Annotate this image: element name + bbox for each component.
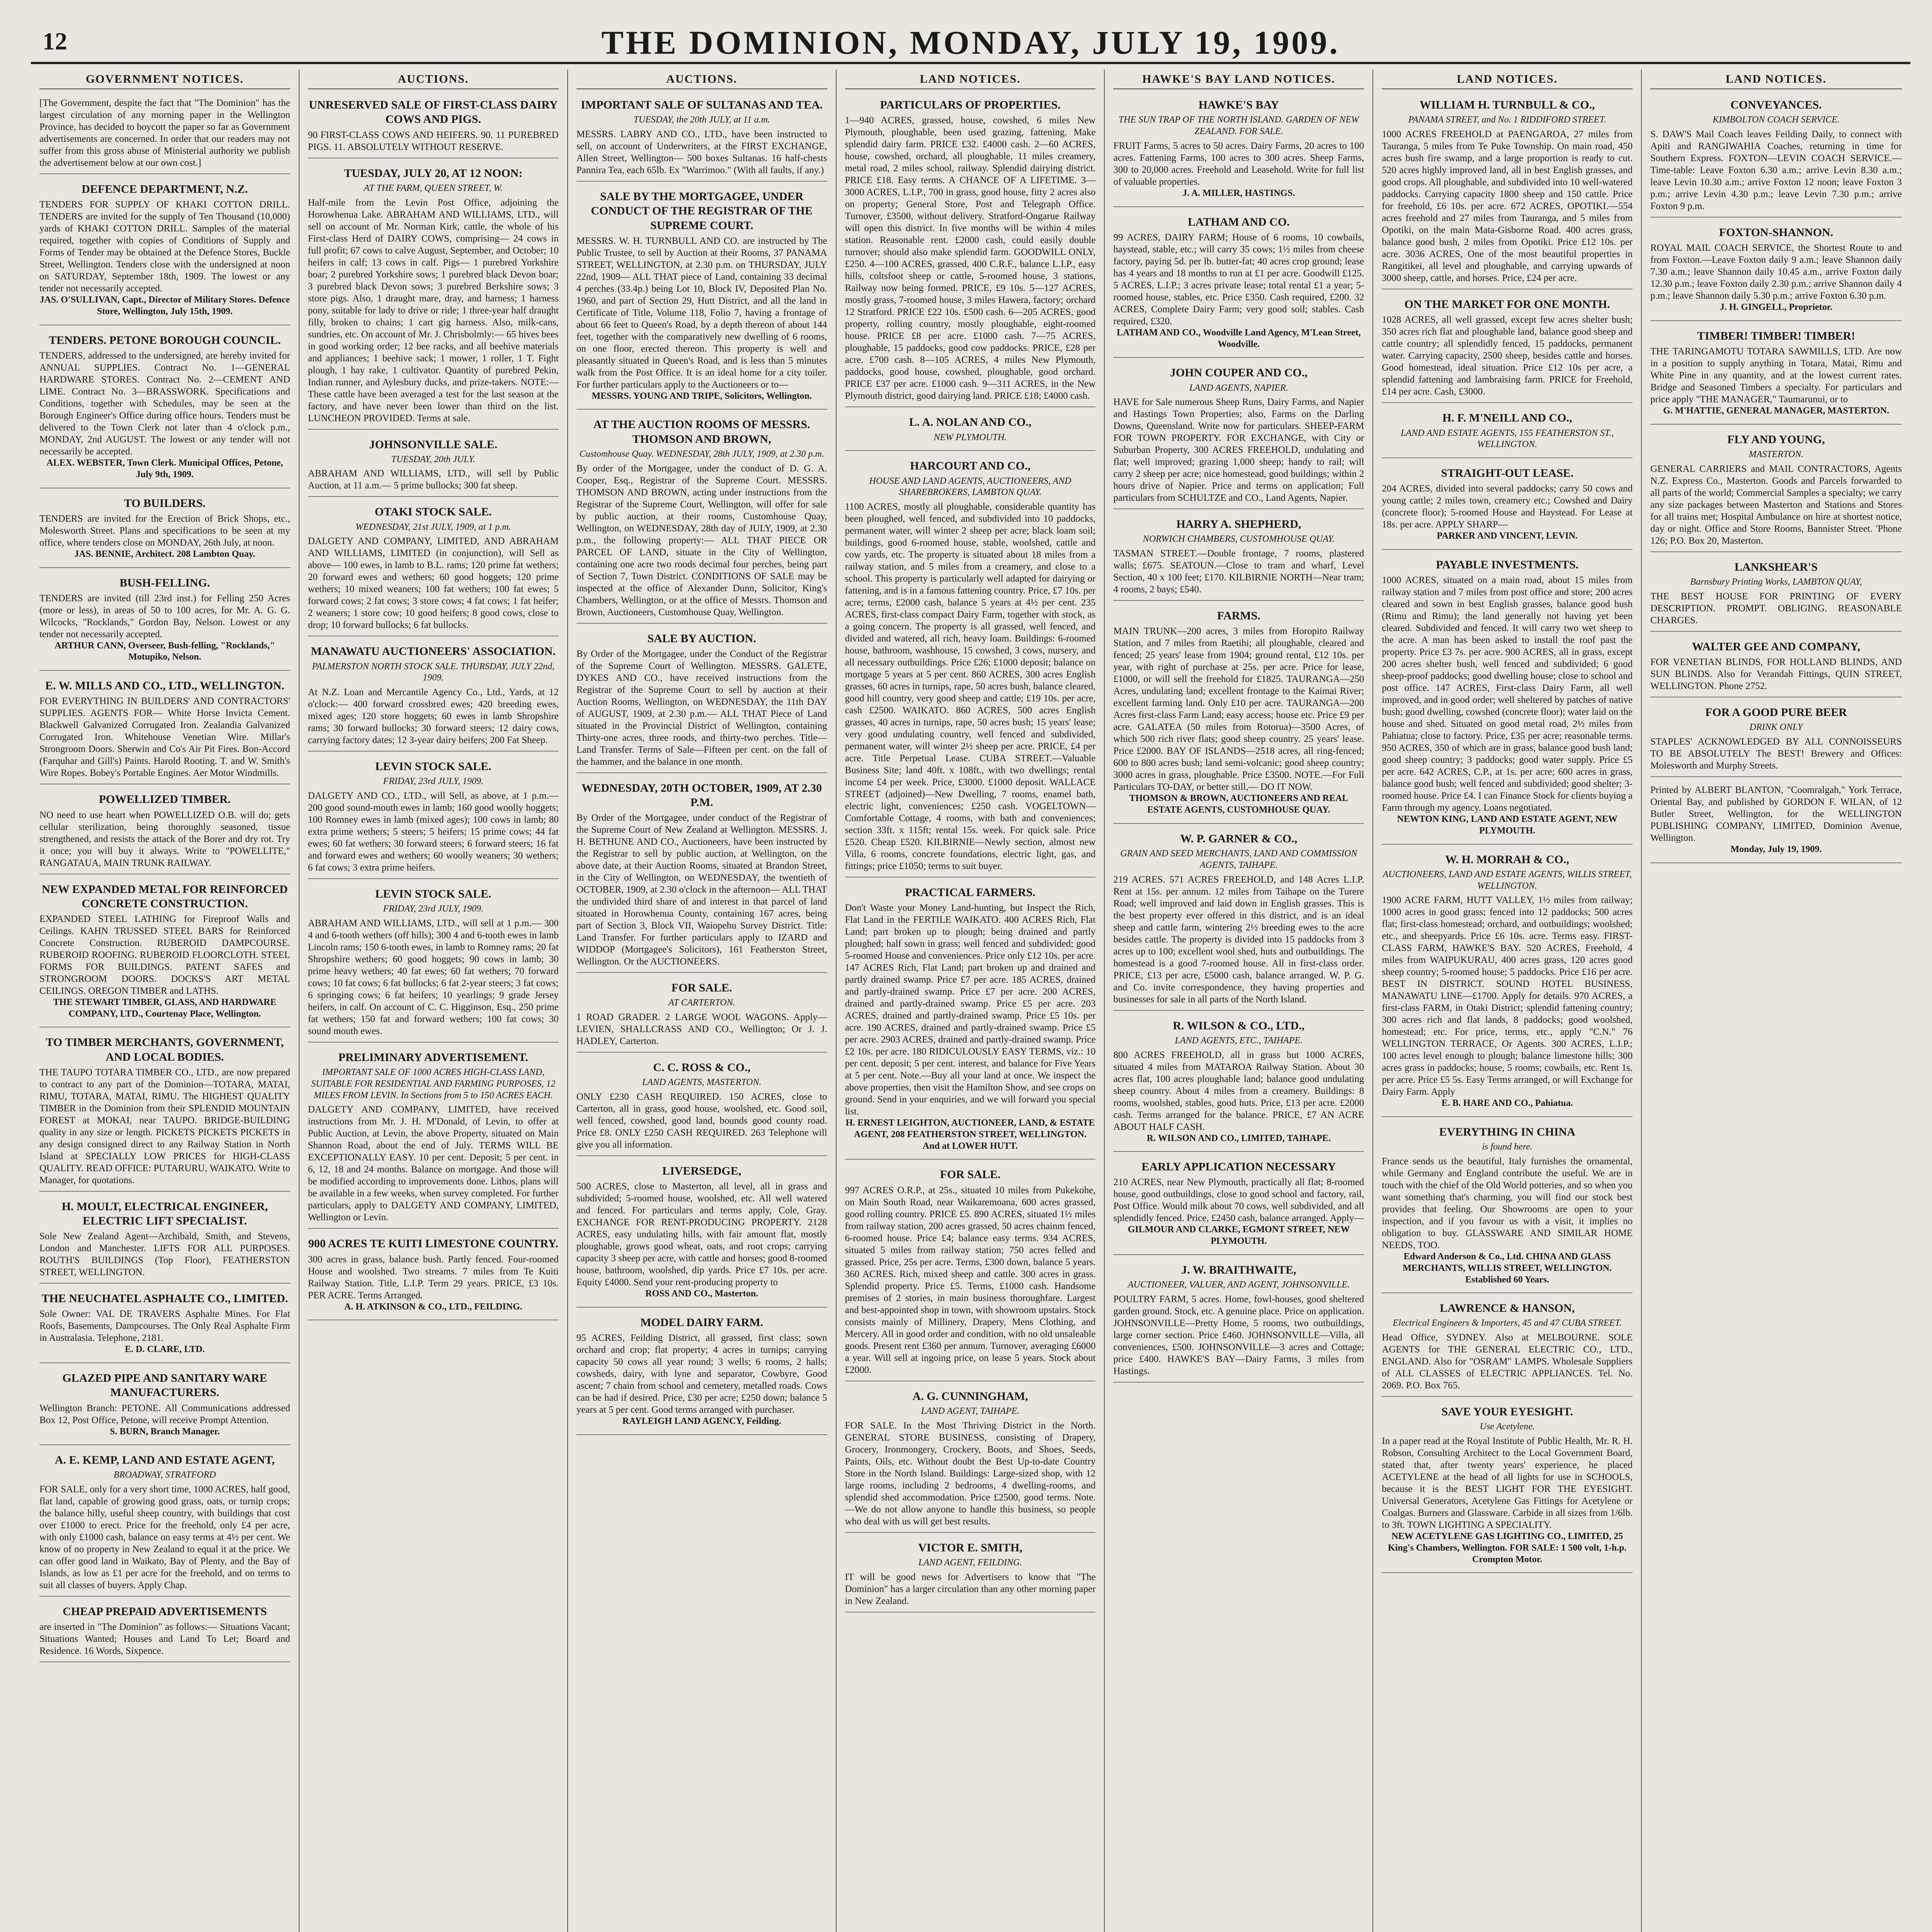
ad-heading: OTAKI STOCK SALE. [374,505,492,519]
ad-signature: ROSS AND CO., Masterton. [645,1289,759,1299]
ad-body: MAIN TRUNK—200 acres, 3 miles from Horopito Railway Station, and 7 miles from Raetihi; all ploughable, cleared and fenced; 25 years' lease from 1904; ground rental, £12 10s. per year, with right of purchase at 25s. per acre. Price for lease, £1000, or will sell the freehold for £1825. TAURANGA—250 Acres, undulating land; excellent frontage to the Kaimai River; excellent farming land. Only £10 per acre. TAURANGA—200 Acres first-class Farm Land; easy access; house etc. Price £9 per acre. GALATEA (50 miles from Rotorua)—3500 Acres, of which 500 rich river flats; good sheep country. 25 years' lease. Price £2000. BAY OF ISLANDS—2518 acres, all ring-fenced; 600 to 800 acres bush; land semi-volcanic; good sheep country; 3000 acres in grass, ploughable. Price £3500. NOTE.—For Full Particulars TO-DAY, or better still,— DO IT NOW. [1113,626,1364,793]
ad-signature: JAS. O'SULLIVAN, Capt., Director of Military Stores. Defence Store, Wellington, July 15th, 1909. [39,295,290,317]
advertisement [1382,293,1633,403]
column-grid [31,70,1910,1932]
ad-body: In a paper read at the Royal Institute of Public Health, Mr. R. H. Robson, Consulting Architect to the Local Government Board, stated that, after twenty years' experience, he placed ACETYLENE at the head of all lights for use in SCHOOLS, because it is the BEST LIGHT FOR THE EYESIGHT. Universal Generators, Acetylene Gas Fittings for Acetylene or Coalgas. Burners and Glassware. Carbide in all sizes from 1/6lb. to 3ft. TOWN LIGHTING A SPECIALITY. [1382,1436,1633,1531]
advertisement [308,755,559,879]
ad-signature: THE STEWART TIMBER, GLASS, AND HARDWARE COMPANY, LTD., Courtenay Place, Wellington. [53,997,277,1019]
ad-signature: NEWTON KING, LAND AND ESTATE AGENT, NEW PLYMOUTH. [1397,814,1617,836]
ad-signature: JAS. BENNIE, Architect. 208 Lambton Quay. [74,549,255,559]
ad-heading: TUESDAY, JULY 20, AT 12 NOON: [344,167,523,180]
ad-heading: AT THE AUCTION ROOMS OF MESSRS. THOMSON AND BROWN, [593,418,810,446]
ad-body: STAPLES' ACKNOWLEDGED BY ALL CONNOISSEURS TO BE ABSOLUTELY The BEST! Brewery and Offices: Molesworth and Murphy Streets. [1650,736,1902,771]
column-6 [1373,70,1642,1932]
ad-subheading: LAND AGENTS, NAPIER. [1189,383,1288,393]
advertisement [308,1232,559,1320]
ad-subheading: FRIDAY, 23rd JULY, 1909. [383,904,484,914]
ad-heading: ON THE MARKET FOR ONE MONTH. [1404,298,1610,311]
column-1 [31,70,299,1932]
advertisement [308,1046,559,1229]
ad-heading: IMPORTANT SALE OF SULTANAS AND TEA. [580,99,823,112]
ad-subheading: Electrical Engineers & Importers, 45 and 47 CUBA STREET. [1393,1318,1622,1328]
advertisement [39,177,290,325]
ad-body: 99 ACRES, DAIRY FARM; House of 6 rooms, 10 cowbails, haystead, stable, etc.; will carry 35 cows; 1½ miles from cheese factory, paying 5d. per lb. butter-fat; 40 acres crop ground; lease has 4 years and 18 months to run at £1 per acre. Goodwill £125. 5 ACRES, L.I.P.; 3 acres private lease; total rental £1 a year; 5-roomed house, stables, etc. Price £350. Cash required, £200. 32 ACRES, Complete Dairy Farm; very good soil; stables. Cash required, £320. [1113,232,1364,327]
ad-body: THE TAUPO TOTARA TIMBER CO., LTD., are now prepared to contract to any part of the Dominion—TOTARA, MATAI, RIMU, TOTARA, MATAI, RIMU. The HIGHEST QUALITY TIMBER in the Dominion from their SPLENDID MOUNTAIN FOREST at MOKAI, near TAUPO. BRIDGE-BUILDING quality in any size or length. PICKETS PICKETS PICKETS in any design consigned direct to any Railway Station in North Island at SPECIALLY LOW PRICES for HIGH-CLASS QUALITY. READ OFFICE: PUTARURU, WAIKATO. Write to Manager, for quotations. [39,1067,290,1185]
advertisement [39,571,290,671]
ad-heading: SAVE YOUR EYESIGHT. [1441,1405,1573,1418]
advertisement [1382,461,1633,550]
ad-body: POULTRY FARM, 5 acres. Home, fowl-houses, good sheltered garden ground. Stock, etc. A genuine place. Price on application. JOHNSONVILLE—Pretty Home, 5 rooms, two outbuildings, large corner section. Price £460. JOHNSONVILLE—Villa, all conveniences, £500. JOHNSONVILLE—3 acres and Cottage; price £400. HAWKE'S BAY—Dairy Farms, 3 miles from Hastings. [1113,1294,1364,1376]
ad-body: DALGETY AND COMPANY, LIMITED, AND ABRAHAM AND WILLIAMS, LIMITED (in conjunction), will Sell as above— 100 ewes, in lamb to B.L. rams; 120 prime fat wethers; 20 forward ewes and wethers; 60 good hoggets; 120 prime wethers; 10 mixed weaners; 100 fat wethers; 100 fat ewes; 5 forward cows; 2 fat cows; 3 store cows; 4 fat cows; 1 fat heifer; 2 weaners; 1 store cow; 10 good heifers; 8 good cows, close to drop; 10 forward bullocks; 6 fat bullocks. [308,536,559,631]
ad-body: Don't Waste your Money Land-hunting, but Inspect the Rich, Flat Land in the FERTILE WAIKATO. 400 ACRES Rich, Flat Land; part broken up to plough; being drained and partly ploughed; half sown in grass; well fenced and subdivided; good 5-roomed House and conveniences. Price only £12 10s. per acre. 147 ACRES Rich, Flat Land; part broken up and drained and partly drained swamp. Price £7 per acre. 185 ACRES, drained and partly-drained swamp. Price £7 per acre. 200 ACRES, drained and partly-drained swamp. Price £5 per acre. 203 ACRES, drained and partly-drained swamp. Price £5 10s. per acre. 190 ACRES, drained and partly-drained swamp. Price £5 per acre. 2903 ACRES, drained and partly-drained swamp. Price £2 10s. per acre. 180 RIDICULOUSLY EASY TERMS, viz.: 10 per cent. deposit; 5 per cent. interest, and balance for Five Years at 5 per cent. Note.—Buy all your land at once. We inspect the above properties, then visit the Hamilton Show, and see crops on ground. Send in your enquiries, and we will forward you special list. [845,903,1096,1117]
ad-subheading: is found here. [1482,1142,1532,1152]
advertisement [39,1287,290,1363]
advertisement [1650,701,1902,777]
advertisement [1113,210,1364,358]
ad-heading: PRELIMINARY ADVERTISEMENT. [338,1051,528,1064]
ad-heading: CONVEYANCES. [1730,99,1822,112]
advertisement [1382,1400,1633,1573]
column-heading: LAND NOTICES. [1382,70,1633,89]
ad-body: 997 ACRES O.R.P., at 25s., situated 10 miles from Pukekohe, on Main South Road, near Waikaremoana, 600 acres grassed, good rolling country. PRICE £5. 890 ACRES, situated 1½ miles from railway station, 200 acres grassed, 50 acres chainm fenced, 6-roomed house. Price £4; balance easy terms. 934 ACRES, situated 5 miles from railway station; 750 acres felled and grassed. Price, 25s per acre. Terms, £300 down, balance 5 years. 360 ACRES. Rich, mixed sheep and cattle. 300 acres in grass. Splendid property. Price £5. Terms, £1000 cash. Handsome premises of 2 stories, in main business thoroughfare. Largest and best-appointed shop in town, with showroom upstairs. Stock consists mainly of Millinery, Drapery, Mens Clothing, and Mercery. All in good order and condition, with no old unsaleable goods. Present rent £360 per annum. Turnover, averaging £6000 a year. Will sell at ingoing price, on lease 5 years. Stock about £2000. [845,1185,1096,1375]
ad-heading: CHEAP PREPAID ADVERTISEMENTS [63,1605,267,1618]
ad-subheading: GRAIN AND SEED MERCHANTS, LAND AND COMMISSION AGENTS, TAIHAPE. [1120,849,1357,870]
ad-subheading: THE SUN TRAP OF THE NORTH ISLAND. GARDEN OF NEW ZEALAND. FOR SALE. [1118,115,1359,137]
advertisement [1650,780,1902,863]
advertisement [1382,406,1633,458]
ad-heading: NEW EXPANDED METAL FOR REINFORCED CONCRETE CONSTRUCTION. [42,883,288,910]
advertisement [1650,93,1902,218]
ad-signature: ARTHUR CANN, Overseer, Bush-felling, "Rocklands," Motupiko, Nelson. [54,640,275,662]
ad-signature: G. M'HATTIE, GENERAL MANAGER, MASTERTON. [1663,406,1889,416]
ad-body: HAVE for Sale numerous Sheep Runs, Dairy Farms, and Napier and Hastings Town Properties; also, Farms on the Darling Downs, Queensland. Write now for particulars. SHEEP-FARM FOR TOWN PROPERTY. FOR EXCHANGE, with City or Suburban Property, 300 ACRES FREEHOLD, undulating and flat; well improved; grazing 1,000 sheep; handy to rail; will carry 2 sheep per acre; nice homestead, good buildings; within 2 hours drive of Napier. Price and terms on application; Full particulars from SCHULTZE and CO., Land Agents, Napier. [1113,397,1364,503]
ad-body: 1100 ACRES, mostly all ploughable, considerable quantity has been ploughed, well fenced, and subdivided into 10 paddocks, permanent water, will winter 2 sheep per acre; black loam soil; buildings, good 6-roomed house, stable, woolshed, cattle and cow yards, etc. The property is situated about 18 miles from a railway station, and 5 miles from a creamery, and close to a school. This property is particularly well adapted for dairying or fattening, and is in a famous fattening country. Price, £7 10s. per acre; terms, £2000 cash, balance 5 years at 4½ per cent. 235 ACRES, first-class compact Dairy Farm, together with stock, as a going concern. The property is all grassed, well fenced, and divided and watered, all rich, heavy loam. Buildings: 6-roomed house, bathroom, washhouse, 15 cowshed, 3 cows, nursery, and all necessary outbuildings. Price £26; £1000 deposit; balance on mortgage 5 years at 5 per cent. 860 ACRES, 300 acres English grasses, 60 acres in turnips, rape, 50 acres bush, balance cleared, good hill country, very good sheep and cattle; £19 10s. per acre, cash £2500. WAIKATO. 860 ACRES, 500 acres English grasses, 40 acres in turnips, rape, 50 acres bush; 15 years' lease; very good undulating country, well fenced and subdivided, permanent water, will winter 2½ sheep per acre. PRICE, £4 per acre. Title Perpetual Lease. CUBA STREET.—Valuable Business Site; land 40ft. x 108ft., with two dwellings; rental income £4 per week. Price, £3000. £1000 deposit. WALLACE STREET (adjoined)—New Dwelling, 7 rooms, enamel bath, electric light, conveniences; £250 cash. VOGELTOWN—Comfortable Cottage, 4 rooms, with bath and conveniences; section 33ft. x 115ft; rental 15s. week. For quick sale. Price £520. Cheap £520. KILBIRNIE—Newly section, almost new Villa, 6 rooms, concrete foundations, electric light, gas, and fittings; price £1050; terms to suit buyer. [845,502,1096,871]
ad-body: ABRAHAM AND WILLIAMS, LTD., will sell by Public Auction, at 11 a.m.— 5 prime bullocks; 300 fat sheep. [308,468,559,491]
ad-subheading: PALMERSTON NORTH STOCK SALE. THURSDAY, JULY 22nd, 1909. [312,661,554,683]
ad-subheading: NORWICH CHAMBERS, CUSTOMHOUSE QUAY. [1143,534,1335,544]
ad-body: 1028 ACRES, all well grassed, except few acres shelter bush; 350 acres rich flat and ploughable land, balance good sheep and cattle country; all splendidly fenced, 15 paddocks, permanent water. Carrying capacity, 2500 sheep, besides cattle and horses. Good homestead, ideal situation. Price £12 10s per acre, a splendid fattening and lambraising farm. PRICE for Freehold, £14 per acre. Cash, £3000. [1382,315,1633,397]
ad-subheading: NEW PLYMOUTH. [934,432,1007,442]
ad-heading: THE NEUCHATEL ASPHALTE CO., LIMITED. [41,1292,288,1305]
ad-heading: W. H. MORRAH & CO., [1445,853,1569,866]
ad-heading: L. A. NOLAN AND CO., [909,416,1032,429]
advertisement [39,1448,290,1597]
column-heading: LAND NOTICES. [1650,70,1902,89]
ad-body: ROYAL MAIL COACH SERVICE, the Shortest Route to and from Foxton.—Leave Foxton daily 9 a.m.; leave Shannon daily 7.30 a.m.; leave Shannon daily 10.45 a.m., arrive Foxton daily 12.30 p.m.; leave Foxton daily 2.30 p.m.; arrive Shannon daily 4 p.m.; leave Shannon daily 5.30 p.m.; arrive Foxton 6.30 p.m. [1650,243,1902,301]
ad-heading: TIMBER! TIMBER! TIMBER! [1697,330,1855,343]
ad-heading: FOXTON-SHANNON. [1719,226,1833,239]
advertisement [39,674,290,784]
advertisement [1113,604,1364,824]
ad-body: Wellington Branch: PETONE. All Communications addressed Box 12, Post Office, Petone, will receive Prompt Attention. [39,1403,290,1425]
advertisement [308,882,559,1043]
ad-body: NO need to use heart when POWELLIZED O.B. will do; gets cellular sterilization, being thoroughly seasoned, tissue strengthened, and resists the attack of the Borer and dry rot. Try it once; you will buy it always. Write to "POWELLITE," RANGATAUA, MAIN TRUNK RAILWAY. [39,810,290,868]
ad-signature: E. B. HARE AND CO., Pahiatua. [1441,1098,1573,1109]
ad-heading: GLAZED PIPE AND SANITARY WARE MANUFACTURERS. [62,1372,267,1399]
advertisement [577,976,827,1053]
advertisement [577,627,827,773]
ad-subheading: AUCTIONEER, VALUER, AND AGENT, JOHNSONVILLE. [1128,1280,1350,1290]
advertisement [577,93,827,182]
ad-signature: PARKER AND VINCENT, LEVIN. [1437,531,1578,541]
ad-body: FRUIT Farms, 5 acres to 50 acres. Dairy Farms, 20 acres to 100 acres. Fattening Farms, 100 acres to 300 acres. Sheep Farms, 300 to 20,000 acres. Freehold and Leasehold. Write for full list of valuable properties. [1113,140,1364,187]
column-4 [837,70,1105,1932]
ad-heading: JOHN COUPER AND CO., [1170,366,1308,379]
ad-subheading: Barnsbury Printing Works, LAMBTON QUAY, [1690,577,1862,587]
ad-signature: NEW ACETYLENE GAS LIGHTING CO., LIMITED, 25 King's Chambers, Wellington. FOR SALE: 1 500 volt, 1-h.p. Crompton Motor. [1388,1531,1627,1565]
ad-body: Head Office, SYDNEY. Also at MELBOURNE. SOLE AGENTS for THE GENERAL ELECTRIC CO., LTD., ENGLAND. Also for "OSRAM" LAMPS. Wholesale Suppliers of ALL CLASSES of ELECTRIC APPLIANCES. Tel. No. 2069. P.O. Box 765. [1382,1332,1633,1391]
advertisement [845,881,1096,1160]
ad-signature: GILMOUR AND CLARKE, EGMONT STREET, NEW PLYMOUTH. [1128,1225,1350,1247]
ad-subheading: DRINK ONLY [1749,722,1803,733]
ad-body: By Order of the Mortgagee, under conduct of the Registrar of the Supreme Court of New Zealand at Wellington. MESSRS. J. H. BETHUNE AND CO., Auctioneers, have been instructed by the Registrar to sell by public auction, at Wellington, on the above date, at their Auction Rooms, situated at Brandon Street, in the City of Wellington, on WEDNESDAY, the twentieth of OCTOBER, 1909, at 2.30 o'clock in the afternoon— ALL THAT the undivided third share of and interest in that parcel of land situated in Horowhenua County, containing 167 acres, being part of Section 3, Block VII, Waiopehu Survey District. Title: Land Transfer. For further particulars apply to IZARD and WIDDOP (Mortgagee's Solicitors), 161 Featherston Street, Wellington. Or the AUCTIONEERS. [576,813,827,967]
column-heading: AUCTIONS. [308,70,559,89]
ad-signature: MESSRS. YOUNG AND TRIPE, Solicitors, Wellington. [592,391,812,401]
ad-heading: LANKSHEAR'S [1735,560,1818,573]
advertisement [39,1600,290,1662]
ad-subheading: LAND AGENT, TAIHAPE. [921,1406,1020,1416]
ad-signature: J. A. MILLER, HASTINGS. [1182,188,1295,198]
ad-heading: E. W. MILLS AND CO., LTD., WELLINGTON. [45,679,284,692]
ad-body: THE TARINGAMOTU TOTARA SAWMILLS, LTD. Are now in a position to supply anything in Totara, Matai, Rimu and White Pine in any quantity, and at the lowest current rates. Bridge and Seasoned Timbers a specialty. For particulars and price apply "THE MANAGER," Taumarunui, or to [1650,346,1902,405]
ad-body: By order of the Mortgagee, under the conduct of D. G. A. Cooper, Esq., Registrar of the Supreme Court. MESSRS. THOMSON AND BROWN, acting under instructions from the Registrar of the Supreme Court, Wellington, will offer for sale by public auction, at their rooms, Customhouse Quay, Wellington, on WEDNESDAY, 28th day of JULY, 1909, at 2.30 p.m., the following property:— ALL THAT PIECE OR PARCEL OF LAND, situate in the City of Wellington, containing one acre two roods decimal four perches, being part of Section 7, Town District. CONDITIONS OF SALE may be inspected at the office of Alexander Dunn, Solicitor, King's Chambers, Wellington, or at the office of Messrs. Thomson and Brown, Auctioneers, Customhouse Quay, Wellington. [576,463,827,617]
ad-heading: PARTICULARS OF PROPERTIES. [880,99,1061,112]
ad-heading: LEVIN STOCK SALE. [375,760,492,773]
ad-subheading: BROADWAY, STRATFORD [114,1470,216,1480]
ad-body: FOR SALE. In the Most Thriving District in the North. GENERAL STORE BUSINESS, consisting of Drapery, Grocery, Ironmongery, Crockery, Boots, and Shoes, Seeds, Paints, Oils, etc. Without doubt the Best Up-to-date Country Store in the North Island. Buildings: Large-sized shop, with 12 large rooms, including 2 bedrooms, 4 dwelling-rooms, and splendid shed accommodation. Price £2500, good terms. Note.—We do not allow anyone to handle this business, so people who deal with us will get best results. [845,1420,1096,1527]
advertisement [577,185,827,410]
advertisement [845,410,1096,451]
ad-body: By Order of the Mortgagee, under the Conduct of the Registrar of the Supreme Court of Wellington. MESSRS. GALETE, DYKES AND CO., have received instructions from the Registrar of the Supreme Court to sell by auction at their Auction Rooms, Wellington, on WEDNESDAY, the 11th DAY of AUGUST, 1909, at 2.30 p.m.— ALL THAT Piece of Land situated in the Provincial District of Wellington, containing Thirty-one acres, three roods, and thirty-two perches. Title—Land Transfer. Terms of Sale—Fifteen per cent. on the fall of the hammer, and the balance in one month. [576,648,827,767]
ad-signature: LATHAM AND CO., Woodville Land Agency, M'Lean Street, Woodville. [1117,327,1361,349]
ad-body: Sole New Zealand Agent—Archibald, Smith, and Stevens, London and Manchester. LIFTS FOR ALL PURPOSES. ROUTH'S BUILDINGS (Top Floor), FEATHERSTON STREET, WELLINGTON. [39,1231,290,1278]
ad-body: FOR VENETIAN BLINDS, FOR HOLLAND BLINDS, AND SUN BLINDS. Also for Verandah Fittings, QUIN STREET, WELLINGTON. Phone 2752. [1650,657,1902,692]
ad-heading: PAYABLE INVESTMENTS. [1436,558,1579,571]
ad-body: 210 ACRES, near New Plymouth, practically all flat; 8-roomed house, good outbuildings, close to good school and factory, rail, Post Office. Would milk about 70 cows, well subdivided, and all splendidly fenced. Price, £2450 cash, balance arranged. Apply— [1113,1177,1364,1224]
ad-body: DALGETY AND COMPANY, LIMITED, have received instructions from Mr. J. H. M'Donald, of Levin, to offer at Public Auction, at Levin, the above Property, situated on Main Shannon Road, about the end of July. TERMS WILL BE EXCEPTIONALLY EASY. 10 per cent. Deposit; 5 per cent. in 6, 12, 18 and 24 months. Balance on mortgage. And those will be modified according to improvements done. Lithos, plans will be available in a few weeks, when survey completed. For further particulars, apply to DALGETY AND COMPANY, LIMITED, Wellington or Levin. [308,1104,559,1223]
ad-subheading: TUESDAY, the 20th JULY, at 11 a.m. [633,115,770,125]
ad-heading: EVERYTHING IN CHINA [1439,1126,1575,1139]
advertisement [1650,555,1902,632]
ad-heading: EARLY APPLICATION NECESSARY [1141,1160,1336,1173]
ad-body: TENDERS FOR SUPPLY OF KHAKI COTTON DRILL. TENDERS are invited for the supply of Ten Thousand (10,000) yards of KHAKI COTTON DRILL. Samples of the material required, together with copies of Conditions of Supply and Forms of Tender may be obtained at the Defence Stores, Buckle Street, Wellington. Tenders close with the undersigned at noon on SATURDAY, September 18th, 1909. The lowest or any tender not necessarily accepted. [39,199,290,294]
ad-body: At N.Z. Loan and Mercantile Agency Co., Ltd., Yards, at 12 o'clock:— 400 forward crossbred ewes; 420 breeding ewes, mixed ages; 120 store hoggets; 60 ewes in lamb Shropshire rams; 30 forward bullocks; 30 forward steers; 12 dairy cows, carrying factory dates; 12 3-year dairy heifers; 200 Fat Sheep. [308,687,559,746]
ad-heading: TO BUILDERS. [124,497,206,510]
ad-body: FOR EVERYTHING IN BUILDERS' AND CONTRACTORS' SUPPLIES. AGENTS FOR— White Horse Invicta Cement. Blackwell Galvanized Corrugated Iron. Zealandia Galvanized Corrugated Iron. Whitehouse Venetian Wire. Millar's Strongroom Doors. Sherwin and Co's Air Pit Fires. Bon-Accord (Farquhar and Gill's) Paints. Harold Rooting. T. and W. Smith's Wire Ropes. Bobey's Portable Engines. Aer Motor Windmills. [39,696,290,779]
ad-signature: RAYLEIGH LAND AGENCY, Feilding. [622,1416,781,1427]
column-5 [1105,70,1373,1932]
ad-body: France sends us the beautiful, Italy furnishes the ornamental, while Germany and England contribute the useful. We are in touch with the chief of the Old World potteries, and so when you want something that's charming, you will find our stock best provides that feeling. Our Showrooms are open to your inspection, and if you favour us with a visit, it implies no obligation to buy. GLASSWARE AND SIMILAR HOME NEEDS, TOO. [1382,1156,1633,1250]
ad-heading: W. P. GARNER & CO., [1180,832,1298,845]
ad-subheading: LAND AGENTS, MASTERTON. [642,1077,762,1088]
ad-body: 1 ROAD GRADER. 2 LARGE WOOL WAGONS. Apply— LEVIEN, SHALLCRASS AND CO., Wellington; Or J. J. HADLEY, Carterton. [576,1012,827,1047]
advertisement [1650,324,1902,425]
advertisement [1113,361,1364,509]
ad-subheading: LAND AGENT, FEILDING. [918,1557,1022,1568]
advertisement [1382,848,1633,1117]
ad-body: 204 ACRES, divided into several paddocks; carry 50 cows and young cattle; 2 miles town, creamery etc.; Cowshed and Dairy (concrete floor); 5-roomed House and Haystead. For Lease at 18s. per acre. APPLY SHARP— [1382,483,1633,530]
advertisement [39,1195,290,1284]
ad-heading: DEFENCE DEPARTMENT, N.Z. [82,183,248,196]
ad-body: GENERAL CARRIERS and MAIL CONTRACTORS, Agents N.Z. Express Co., Masterton. Goods and Parcels forwarded to all parts of the world; Commercial Samples a specialty; we carry any size packages between Masterton and Stations and Stores for all trains met; Hospital Ambulance on hire at shortest notice, day or night. Office and Store Rooms, Bannister Street. 'Phone 126; P.O. Box 20, Masterton. [1650,463,1902,546]
ad-subheading: FRIDAY, 23rd JULY, 1909. [383,776,484,787]
ad-signature: S. BURN, Branch Manager. [110,1426,220,1437]
ad-heading: WALTER GEE AND COMPANY, [1692,640,1861,653]
advertisement [1113,512,1364,601]
ad-heading: C. C. ROSS & CO., [653,1061,750,1074]
ad-heading: HARCOURT AND CO., [910,459,1031,473]
advertisement [1382,553,1633,845]
ad-body: are inserted in "The Dominion" as follows:— Situations Vacant; Situations Wanted; Houses and Land To Let; Board and Residence. 16 Words, Sixpence. [39,1622,290,1656]
advertisement [1113,1155,1364,1255]
ad-subheading: Customhouse Quay. WEDNESDAY, 28th JULY, 1909, at 2.30 p.m. [579,449,824,459]
ad-heading: TO TIMBER MERCHANTS, GOVERNMENT, AND LOCAL BODIES. [46,1036,284,1063]
ad-body: 95 ACRES, Feilding District, all grassed, first class; sown orchard and crop; flat property; 4 acres in turnips; carrying capacity 50 cows all year round; 3 wells; 6 rooms, 2 halls; cowsheds, dairy, with lyne and separator, Cowbyre, Good ascent; 7 chain from school and cemetery, metalled roads. Cows can be had if desired. Price, £30 per acre; £250 down; balance 5 years at 5 per cent. Good terms arranged with purchaser. [576,1333,827,1415]
ad-heading: BUSH-FELLING. [119,576,210,589]
ad-body: ABRAHAM AND WILLIAMS, LTD., will sell at 1 p.m.— 300 4 and 6-tooth wethers (off hills); 300 4 and 6-tooth ewes in lamb Lincoln rams; 150 6-tooth ewes, in lamb to Romney rams; 20 fat Shropshire wethers; 60 good hoggets; 90 cows in lamb; 30 prime heavy wethers; 40 fat ewes; 60 fat wethers; 70 forward cows; 10 fat cows; 6 fat bullocks; 6 fat 2-year steers; 3 fat cows; 6 springing cows; 6 fat heifers; 10 yearlings; 9 grade Jersey heifers, in calf. On account of C. C. Higginson, Esq., 250 prime fat wethers; 150 fat and forward wethers; 100 fat cows; 30 sound mouth ewes. [308,918,559,1036]
ad-heading: MODEL DAIRY FARM. [640,1316,764,1329]
ad-body: 500 ACRES, close to Masterton, all level, all in grass and subdivided; 5-roomed house, woolshed, etc. All well watered and fenced. For particulars and terms apply, Cole, Gray. EXCHANGE FOR RENT-PRODUCING PROPERTY. 2128 ACRES, easy undulating hills, with fair amount flat, mostly ploughable, grows good wheat, oats, and root crops; carrying capacity 3 sheep per acre, with cattle and horses; good 8-roomed house, bathroom, woolshed, dip yards. Price £7 10s. per acre. Equity £4000. Send your rent-producing property to [576,1181,827,1288]
masthead [31,23,1910,64]
ad-heading: FARMS. [1217,609,1260,622]
advertisement [308,162,559,430]
ad-heading: A. E. KEMP, LAND AND ESTATE AGENT, [54,1454,275,1467]
advertisement [845,454,1096,878]
ad-subheading: IMPORTANT SALE OF 1000 ACRES HIGH-CLASS LAND, SUITABLE FOR RESIDENTIAL AND FARMING PURPOSES, 12 MILES FROM LEVIN. In Sections from 5 to 150 ACRES EACH. [311,1067,556,1100]
ad-subheading: AT CARTERTON. [668,998,735,1008]
advertisement [39,1031,290,1191]
ad-heading: MANAWATU AUCTIONEERS' ASSOCIATION. [311,645,556,658]
advertisement [1113,827,1364,1011]
ad-body: MESSRS. LABRY AND CO., LTD., have been instructed to sell, on account of Underwriters, at the FIRST EXCHANGE, Allen Street, Wellington— 500 boxes Sultanas. 16 half-chests Pannira Tea, each 65lb. Ex "Warrimoo." (With all faults, if any.) [576,129,827,176]
advertisement [308,93,559,158]
ad-body: Half-mile from the Levin Post Office, adjoining the Horowhenua Lake. ABRAHAM AND WILLIAMS, LTD., will sell on account of Mr. Norman Kirk, cattle, the whole of his First-class Herd of DAIRY COWS, comprising— 24 cows in full profit; 67 cows to calve August, September, and October; 10 heifers in calf; 13 cows in calf. Pigs— 1 purebred Yorkshire boar; 2 purebred Yorkshire sows; 1 purebred black Devon boar; 3 purebred black Devon sows; 3 purebred Berkshire sows; 3 store pigs. Also, 1 draught mare, dray, and harness; 1 harness pony, suitable for lady to drive or ride; 1 three-year half draught filly, broken to chains; 1 cart gig harness. Also, milk-cans, sundries, etc. On account of Mr. J. Chrisbolmly:— 65 hives bees in good working order; 12 bee racks, and all beehive materials and appliances; 1 beehive sack; 1 mower, 1 roller, 1 T. Fight plough, 1 hay rake, 1 cultivator. Quantity of purebred Pekin, Indian runner, and Aylesbury ducks, and prize-takers. NOTE:—These cattle have been averaged a test for the last season at the factory, and have never been lower than third on the list. LUNCHEON PROVIDED. Terms at sale. [308,197,559,423]
ad-subheading: TUESDAY, 20th JULY. [391,454,476,464]
ad-signature: R. WILSON AND CO., LIMITED, TAIHAPE. [1146,1133,1331,1143]
advertisement [39,1366,290,1445]
ad-heading: LATHAM AND CO. [1188,215,1290,228]
ad-subheading: KIMBOLTON COACH SERVICE. [1713,115,1840,125]
advertisement [39,492,290,568]
page-number: 12 [43,27,67,55]
ad-heading: FOR A GOOD PURE BEER [1705,706,1847,719]
ad-heading: JOHNSONVILLE SALE. [369,438,498,451]
advertisement [1113,93,1364,207]
ad-heading: POWELLIZED TIMBER. [99,793,231,806]
advertisement [845,93,1096,407]
ad-signature: E. D. CLARE, LTD. [125,1344,205,1355]
ad-heading: UNRESERVED SALE OF FIRST-CLASS DAIRY COWS AND PIGS. [309,99,558,126]
ad-subheading: MASTERTON. [1748,449,1804,460]
ad-heading: HAWKE'S BAY [1198,99,1279,112]
ad-signature: J. H. GINGELL, Proprietor. [1719,302,1833,313]
ad-heading: LAWRENCE & HANSON, [1440,1302,1575,1315]
ad-body: TENDERS are invited for the Erection of Brick Shops, etc., Molesworth Street. Plans and specifications to be seen at my office, where tenders close on MONDAY, 26th July, at noon. [39,513,290,548]
ad-body: 219 ACRES. 571 ACRES FREEHOLD, and 148 Acres L.I.P. Rent at 15s. per annum. 12 miles from Taihape on the Turere Road; well improved and laid down in English grasses. This is the best property ever offered in this district, and is an ideal sheep and cattle farm, wintering 2½ breeding ewes to the acre besides cattle. The property is divided into 15 paddocks from 3 acres up to 100; excellent wool shed, huts and outbuildings. The homestead is a good 7-roomed house. All in first-class order. PRICE, £13 per acre, £5000 cash, balance arranged. W. P. G. and Co. invite correspondence, they having properties and businesses for sale in all parts of the North Island. [1113,874,1364,1005]
column-heading: HAWKE'S BAY LAND NOTICES. [1113,70,1364,89]
ad-heading: SALE BY AUCTION. [647,632,756,645]
advertisement [845,1384,1096,1533]
advertisement [845,1163,1096,1381]
advertisement [1650,635,1902,697]
ad-body: EXPANDED STEEL LATHING for Fireproof Walls and Ceilings. KAHN TRUSSED STEEL BARS for Reinforced Concrete Construction. RUBEROID DAMPCOURSE. RUBEROID ROOFING. RUBEROID FLOORCLOTH. STEEL FORMS FOR BUILDINGS. PATENT SAFES and STRONGROOM DOORS. DOCKS'S ART METAL CEILINGS. OREGON TIMBER and LATHS. [39,913,290,996]
advertisement [577,1159,827,1308]
advertisement [1113,1258,1364,1383]
ad-body: TENDERS are invited (till 23rd inst.) for Felling 250 Acres (more or less), in areas of 50 to 100 acres, for Mr. A. G. G. Wilcocks, "Rocklands," Gordon Bay, Nelson. Lowest or any tender not necessarily accepted. [39,593,290,639]
column-7 [1642,70,1910,1932]
ad-body: MESSRS. W. H. TURNBULL AND CO. are instructed by The Public Trustee, to sell by Auction at their Rooms, 37 PANAMA STREET, WELLINGTON, at 2.30 p.m. on THURSDAY, JULY 22nd, 1909— ALL THAT piece of Land, containing 33 decimal 4 perches (33.4p.) being Lot 10, Block IV, Deposited Plan No. 1960, and part of Section 29, Hutt District, and all the land in Certificate of Title, Volume 118, Folio 7, having a frontage of about 66 feet to Queen's Road, by a depth thereon of about 144 feet, together with the comparatively new dwelling of 6 rooms, on one floor, erected thereon. This property is well and pleasantly situated in Queen's Road, and is less than 5 minutes walk from the Post Office. It is an ideal home for a city toiler. For further particulars apply to the Auctioneers or to— [576,235,827,390]
ad-body: DALGETY AND CO., LTD., will Sell, as above, at 1 p.m.— 200 good sound-mouth ewes in lamb; 160 good woolly hoggets; 100 Romney ewes in lamb (mixed ages); 100 cows in lamb; 80 extra prime wethers; 5 steers; 5 heifers; 15 prime cows; 44 fat ewes; 60 fat wethers; 30 forward steers; 6 forward steers; 16 fat and forward ewes and wethers; 60 woolly weaners; 30 wethers; 6 fat cows; 3 extra prime heifers. [308,791,559,873]
ad-signature: Monday, July 19, 1909. [1730,844,1822,854]
ad-heading: LEVIN STOCK SALE. [375,888,492,900]
advertisement [1382,1120,1633,1293]
column-2 [299,70,568,1932]
ad-subheading: AT THE FARM, QUEEN STREET, W. [364,183,503,193]
ad-body: 1—940 ACRES, grassed, house, cowshed, 6 miles New Plymouth, ploughable, been used grazing, fattening. Make splendid dairy farm. PRICE £32. £4000 cash. 2—60 ACRES, house, cowshed, orchard, all ploughable, 11 miles creamery, metal road, 2 miles school, railway. Splendid dairying district. PRICE £18. Easy terms. A CHANCE OF A LIFETIME. 3—3000 ACRES, L.I.P., 700 in grass, good house, fitty 2 acres also on property; General Store, Post and Telegraph Office. Turnover, £3500, without delivery. Stratford-Ongarue Railway will open this district. In five months will be within 4 miles station. Reasonable rent. £2000 cash, could easily double turnover; should also make splendid farm. GOODWILL ONLY, £250. 4—100 ACRES, grassed, 400 C.R.F., balance L.I.P., easy hills, coltsfoot sheep or cattle, 5-roomed house, 3 stations, Railway now being formed. PRICE, £9 10s. 5—127 ACRES, mostly grass, 7-roomed house, 3 miles Hawera, factory; orchard 12 Stratford. PRICE £22 10s. £500 cash. 6—205 ACRES, good property, rolling country, mostly ploughable, eight-roomed house. PRICE £8 per acre. £1000 cash. 7—75 ACRES, ploughable, 15 paddocks, good cow paddocks. PRICE, £28 per acre. £700 cash. 8—105 ACRES, 4 miles New Plymouth, paddocks, good house, cowshed, ploughable, good orchard. PRICE £37 per acre. £1000 cash. 9—311 ACRES, in the New Plymouth district, good dairying land. PRICE £18; £4000 cash. [845,115,1096,401]
ad-heading: J. W. BRAITHWAITE, [1181,1263,1296,1276]
advertisement [39,93,290,174]
ad-signature: Edward Anderson & Co., Ltd. CHINA AND GLASS MERCHANTS, WILLIS STREET, WELLINGTON. Established 60 Years. [1403,1252,1612,1285]
advertisement [1650,428,1902,552]
advertisement [39,787,290,874]
ad-heading: SALE BY THE MORTGAGEE, UNDER CONDUCT OF THE REGISTRAR OF THE SUPREME COURT. [591,190,813,232]
ad-body: IT will be good news for Advertisers to know that "The Dominion" has a larger circulation than any other morning paper in New Zealand. [845,1571,1096,1606]
ad-heading: WILLIAM H. TURNBULL & CO., [1419,99,1595,112]
ad-body: 1000 ACRES FREEHOLD at PAENGAROA, 27 miles from Tauranga, 5 miles from Te Puke Township. On main road, 450 acres bush fire swamp, and a large proportion is ready to cut. 520 acres highly improved land, all in best English grasses, and good crops. All ploughable, and subdivided into 10 well-watered paddocks. Carrying capacity 1800 sheep and 150 cattle. Price for freehold, £6 10s. per acre. 672 ACRES, OPOTIKI.—554 acres freehold and 27 miles from Tauranga, and 5 miles from Opotiki, on the main Mata-Gisborne Road. 400 acres grass, balance good bush, 2 miles from Opotiki. Price £12 10s. per acre. 3036 ACRES, One of the most beautiful properties in Rangitikei, all level and ploughable, and carrying upwards of 3000 sheep, cattle, and horses. Price, £24 per acre. [1382,129,1633,284]
advertisement [308,433,559,497]
ad-body: 90 FIRST-CLASS COWS AND HEIFERS. 90. 11 PUREBRED PIGS. 11. ABSOLUTELY WITHOUT RESERVE. [308,129,559,152]
ad-body: TASMAN STREET.—Double frontage, 7 rooms, plastered walls; £675. SEATOUN.—Close to tram and wharf, Level Section, 40 x 100 feet; £170. KILBIRNIE NORTH—Near tram; 4 rooms, 2 bays; £540. [1113,548,1364,595]
ad-heading: FOR SALE. [671,981,732,995]
ad-signature: A. H. ATKINSON & CO., LTD., FEILDING. [344,1301,522,1312]
advertisement [577,1311,827,1435]
advertisement [39,328,290,488]
ad-body: THE BEST HOUSE FOR PRINTING OF EVERY DESCRIPTION. PROMPT. OBLIGING. REASONABLE CHARGES. [1650,591,1902,626]
column-3 [568,70,837,1932]
advertisement [845,1536,1096,1612]
ad-subheading: AUCTIONEERS, LAND AND ESTATE AGENTS, WILLIS STREET, WELLINGTON. [1383,869,1632,891]
ad-signature: THOMSON & BROWN, AUCTIONEERS AND REAL ESTATE AGENTS, CUSTOMHOUSE QUAY. [1129,793,1349,815]
ad-heading: LIVERSEDGE, [662,1165,742,1177]
advertisement [577,1056,827,1156]
ad-subheading: LAND AGENTS, ETC., TAIHAPE. [1175,1035,1303,1046]
ad-heading: PRACTICAL FARMERS. [905,886,1036,899]
column-heading: AUCTIONS. [577,70,827,89]
advertisement [577,776,827,973]
ad-signature: ALEX. WEBSTER, Town Clerk. Municipal Offices, Petone, July 9th, 1909. [46,458,283,480]
column-heading: GOVERNMENT NOTICES. [39,70,290,89]
ad-subheading: HOUSE AND LAND AGENTS, AUCTIONEERS, AND SHAREBROKERS, LAMBTON QUAY. [869,476,1071,498]
ad-heading: FOR SALE. [940,1168,1001,1181]
advertisement [308,500,559,636]
ad-subheading: Use Acetylene. [1480,1422,1535,1432]
advertisement [1650,221,1902,321]
ad-heading: H. F. M'NEILL AND CO., [1442,412,1572,425]
advertisement [39,878,290,1028]
ad-subheading: LAND AND ESTATE AGENTS, 155 FEATHERSTON ST., WELLINGTON. [1401,428,1614,450]
ad-signature: H. ERNEST LEIGHTON, AUCTIONEER, LAND, & ESTATE AGENT, 208 FEATHERSTON STREET, WELLINGTON. And at LOWER HUTT. [845,1118,1095,1151]
ad-body: TENDERS, addressed to the undersigned, are hereby invited for ANNUAL SUPPLIES. Contract No. 1—GENERAL HARDWARE STORES. Contract No. 2—CEMENT AND LIME. Contract No. 3—BRASSWORK. Specifications and Conditions, together with Schedules, may be seen at the Borough Engineer's Office during office hours. Tenders must be delivered to the Town Clerk not later than 4 o'clock p.m., MONDAY, 2nd AUGUST. The lowest or any tender will not necessarily be accepted. [39,350,290,457]
ad-body: FOR SALE, only for a very short time, 1000 ACRES, half good, flat land, capable of growing good grass, oats, or turnip crops; the balance hilly, useful sheep country, with buildings that cost over £1000 to erect. Price for the freehold, only £4 per acre, with only £1000 cash, balance on easy terms at 4½ per cent. We know of no property in New Zealand to equal it at the price. We can offer good land in Waikato, Bay of Plenty, and the Bay of Islands, as low as £1 per acre for the freehold, and on terms to suit all classes of buyers. Apply Chap. [39,1484,290,1591]
ad-heading: A. G. CUNNINGHAM, [912,1389,1028,1403]
ad-subheading: PANAMA STREET, and No. 1 RIDDIFORD STREET. [1408,115,1606,125]
ad-heading: STRAIGHT-OUT LEASE. [1440,467,1574,480]
ad-subheading: WEDNESDAY, 21st JULY, 1909, at 1 p.m. [355,522,511,532]
advertisement [1113,1014,1364,1152]
ad-body: Printed by ALBERT BLANTON, "Coomralgah," York Terrace, Oriental Bay, and published by GORDON F. WILAN, of 12 Butler Street, Wellington, for the WELLINGTON PUBLISHING COMPANY, LIMITED, Dominion Avenue, Wellington. [1650,785,1902,843]
advertisement [577,413,827,623]
ad-body: ONLY £230 CASH REQUIRED. 150 ACRES, close to Carterton, all in grass, good house, woolshed, etc. Good soil, well fenced, cowshed, good land, bounds good county road. Price £8. ONLY £250 CASH REQUIRED. 263 Telephone will give you all information. [576,1092,827,1150]
column-heading: LAND NOTICES. [845,70,1096,89]
advertisement [1382,1296,1633,1397]
ad-heading: VICTOR E. SMITH, [918,1541,1022,1554]
ad-body: 1000 ACRES, situated on a main road, about 15 miles from railway station and 7 miles from post office and store; 200 acres cleared and sown in best English grasses, balance good bush (Rimu and Rimu); the land generally not having yet been cleared. Subdivided and fenced. It will carry two wet sheep to the acre. A man has been asked to install the roof past the property. Price £3 7s. per acre. 900 ACRES, all in grass, except 200 acres shelter bush, well fenced and subdivided; 6 good sheep-proof paddocks; good dwelling house; close to school and post office. 147 ACRES, First-class Dairy Farm, all well improved, and in good order; well sheltered by patches of native bush; good dwelling, cowshed (concrete floor); water laid on the house and shed. Situated on good metal road, 2½ miles from Pahiatua; close to factory. Price, £35 per acre; reasonable terms. 950 ACRES, 350 of which are in grass, balance good bush land; good sheep country; 3 paddocks; good water supply. Price £5 per acre. 642 ACRES, C.P., at 1s. per acre; 600 acres in grass, balance good bush; well fenced and subdivided; good shelter; 3-roomed house. Price £4. I can Finance Stock for clients buying a Farm through my agency. Loans negotiated. [1382,575,1633,813]
ad-heading: H. MOULT, ELECTRICAL ENGINEER, ELECTRIC LIFT SPECIALIST. [61,1200,268,1227]
ad-heading: WEDNESDAY, 20TH OCTOBER, 1909, AT 2.30 P.M. [582,781,822,809]
advertisement [1382,93,1633,289]
ad-heading: HARRY A. SHEPHERD, [1176,518,1301,531]
ad-body: 800 ACRES FREEHOLD, all in grass but 1000 ACRES, situated 4 miles from MATAROA Railway Station. About 30 acres flat, 100 acres ploughable land; balance good undulating sheep country. About 4 miles from a creamery. Buildings: 8 rooms, woolshed, stables, good huts. Price, £13 per acre. £2000 cash. Terms arranged for the balance. PRICE, £7 AN ACRE ABOUT HALF CASH. [1113,1049,1364,1132]
newspaper-title: THE DOMINION, MONDAY, JULY 19, 1909. [601,24,1340,61]
ad-body: S. DAW'S Mail Coach leaves Feilding Daily, to connect with Apiti and RANGIWAHIA Coaches, returning in time for Southern Express. FOXTON—LEVIN COACH SERVICE.—Time-table: Leave Foxton 6.30 a.m.; arrive Levin 8.30 a.m.; leave Levin 10.30 a.m.; arrive Foxton 12 noon; leave Foxton 3 p.m.; arrive Levin 4.30 p.m.; leave Levin 7.30 p.m.; arrive Foxton 9 p.m. [1650,129,1902,212]
ad-heading: TENDERS. PETONE BOROUGH COUNCIL. [49,333,281,347]
ad-body: 300 acres in grass, balance bush. Partly fenced. Four-roomed House and woolshed. Two streams. 7 miles from Te Kuiti Railway Station. Title, L.I.P. Term 29 years. PRICE, £3 10s. PER ACRE. Terms Arranged. [308,1254,559,1301]
ad-heading: 900 ACRES TE KUITI LIMESTONE COUNTRY. [308,1237,558,1250]
advertisement [308,639,559,752]
ad-body: [The Government, despite the fact that "The Dominion" has the largest circulation of any morning paper in the Wellington Province, has decided to boycott the paper so far as Government advertisements are concerned. In order that our readers may not suffer from this gross abuse of Ministerial authority we publish the advertisement below at our own cost.] [39,98,290,168]
ad-body: 1900 ACRE FARM, HUTT VALLEY, 1½ miles from railway; 1000 acres in good grass; fenced into 12 paddocks; 500 acres flat; first-class homestead; orchard, and outbuildings; woolshed; etc., and sheepyards. Price £6 10s. acre. Terms easy. FIRST-CLASS FARM, HAWKE'S BAY. 520 ACRES, Freehold, 4 miles from WAIPUKURAU, 400 acres grass, 120 acres good sheep country; 5-roomed house; 5 paddocks. Price £16 per acre. BEST IN DISTRICT. SOUND HOTEL BUSINESS, MANAWATU LINE—£1700. Apply for details. 970 ACRES, a first-class FARM, in Otaki District; splendid fattening country; 300 acres rich and flat lands, 8 paddocks; good woolshed, homestead; etc. For price, terms, etc., apply "C.N." 76 WELLINGTON TERRACE, Or Agents. 300 ACRES, L.I.P.; 100 acres level enough to plough; balance limestone hills; 300 acres grass in paddocks; house, 5 rooms; cowbails, etc. Rent 1s. per acre. Price £5 5s. Easy Terms arranged, or will Exchange for Dairy Farm. Apply [1382,895,1633,1097]
ad-body: Sole Owner: VAL DE TRAVERS Asphalte Mines. For Flat Roofs, Basements, Dampcourses. The Only Real Asphalte Firm in Australasia. Telephone, 2181. [39,1309,290,1344]
ad-heading: R. WILSON & CO., LTD., [1173,1019,1305,1032]
ad-heading: FLY AND YOUNG, [1727,433,1825,446]
